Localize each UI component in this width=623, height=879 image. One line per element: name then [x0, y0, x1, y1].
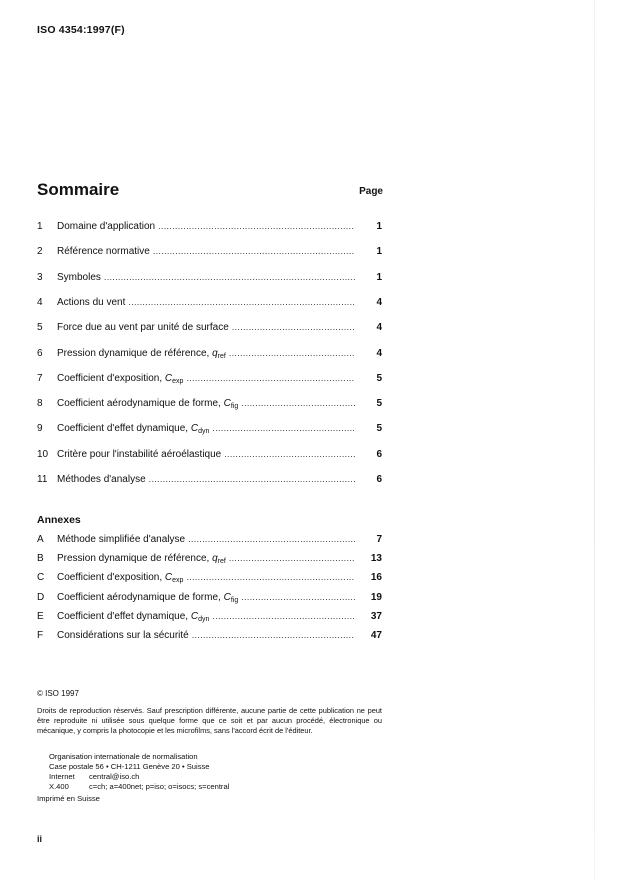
entry-title-text: Pression dynamique de référence, — [57, 347, 213, 359]
dot-leader — [241, 592, 355, 602]
entry-title — [57, 297, 125, 308]
org-name: Organisation internationale de normalisation — [49, 752, 198, 761]
entry-number: F — [37, 630, 44, 641]
entry-symbol-subscript: ref — [217, 352, 226, 360]
annexes-heading: Annexes — [37, 514, 81, 526]
entry-number: 9 — [37, 423, 43, 435]
dot-leader — [241, 398, 355, 408]
entry-number: 5 — [37, 322, 43, 334]
entry-page-number: 4 — [376, 347, 382, 359]
entry-symbol: C — [223, 591, 231, 603]
entry-symbol: C — [164, 372, 173, 384]
entry-page-number: 7 — [376, 534, 382, 545]
publisher-block — [49, 752, 229, 792]
entry-title-text: Méthodes d'analyse — [57, 474, 146, 485]
toc-entry — [37, 572, 382, 586]
entry-symbol: C — [190, 423, 199, 435]
entry-symbol-subscript: dyn — [198, 428, 210, 436]
entry-page-number: 37 — [370, 610, 382, 622]
toc-entry — [37, 611, 382, 625]
scan-edge — [594, 0, 595, 879]
entry-page-number: 6 — [376, 448, 382, 460]
entry-number: 10 — [37, 448, 49, 460]
entry-title — [57, 246, 150, 257]
entry-title-text: Pression dynamique de référence, — [57, 553, 213, 565]
entry-title — [57, 630, 189, 641]
entry-title-text: Critère pour l'instabilité aéroélastique — [57, 448, 222, 460]
dot-leader — [229, 348, 355, 358]
entry-number: 2 — [37, 246, 43, 258]
toc-entry — [37, 474, 382, 488]
dot-leader — [186, 572, 355, 582]
entry-number: E — [37, 610, 44, 622]
dot-leader — [188, 534, 355, 544]
entry-page-number: 4 — [376, 322, 382, 334]
toc-entry — [37, 534, 382, 548]
toc-entry — [37, 348, 382, 362]
entry-title — [57, 348, 226, 360]
entry-symbol-subscript: fig — [230, 403, 239, 411]
entry-title-text: Coefficient aérodynamique de forme, — [57, 398, 224, 410]
entry-symbol: q — [212, 553, 218, 565]
dot-leader — [212, 423, 355, 433]
entry-page-number: 16 — [370, 572, 382, 584]
entry-page-number: 19 — [370, 591, 382, 603]
dot-leader — [149, 474, 355, 484]
toc-entry — [37, 246, 382, 260]
entry-title-text: Méthode simplifiée d'analyse — [57, 534, 186, 545]
entry-page-number: 6 — [376, 474, 382, 485]
toc-title: Sommaire — [37, 180, 120, 199]
entry-title — [57, 272, 101, 283]
entry-page-number: 1 — [376, 246, 382, 258]
toc-entry — [37, 221, 382, 235]
toc-entry — [37, 592, 382, 606]
entry-number: 6 — [37, 347, 43, 359]
entry-title — [57, 611, 209, 623]
dot-leader — [186, 373, 355, 383]
dot-leader — [224, 449, 355, 459]
entry-title — [57, 449, 221, 460]
printed-in: Imprimé en Suisse — [37, 794, 100, 803]
entry-title-text: Coefficient d'exposition, — [57, 572, 165, 584]
dot-leader — [153, 246, 355, 256]
entry-title — [57, 572, 183, 584]
page-column-heading: Page — [359, 186, 383, 197]
entry-page-number: 5 — [376, 398, 382, 410]
entry-title-text: Référence normative — [57, 246, 150, 258]
entry-symbol: C — [190, 610, 199, 622]
entry-title — [57, 221, 155, 232]
entry-title — [57, 592, 238, 604]
x400-value: c=ch; a=400net; p=iso; o=isocs; s=central — [89, 782, 230, 791]
entry-symbol-subscript: exp — [172, 577, 184, 585]
entry-symbol: C — [223, 398, 231, 410]
entry-title-text: Coefficient d'exposition, — [57, 372, 165, 384]
entry-number: 3 — [37, 271, 43, 283]
entry-number: D — [37, 591, 45, 603]
entry-symbol-subscript: exp — [172, 377, 184, 385]
dot-leader — [232, 322, 355, 332]
org-address: Case postale 56 • CH-1211 Genève 20 • Suisse — [49, 762, 210, 771]
entry-title-text: Force due au vent par unité de surface — [57, 322, 229, 334]
org-x400 — [49, 782, 229, 792]
entry-title — [57, 534, 185, 545]
entry-title-text: Domaine d'application — [57, 221, 156, 232]
entry-title-text: Considérations sur la sécurité — [57, 630, 189, 641]
entry-title — [57, 322, 229, 333]
entry-page-number: 5 — [376, 423, 382, 435]
internet-label: Internet — [49, 772, 75, 781]
toc-entry — [37, 398, 382, 412]
copyright-notice: Droits de reproduction réservés. Sauf prescription différente, aucune partie de cette publication ne peut être reproduite ni utilisée sous quelque forme que ce soit et par aucun procédé, électronique ou mécanique, y compris la photocopie et les microfilms, sans l'accord écrit de l'éditeur. — [37, 706, 382, 735]
entry-page-number: 47 — [370, 630, 382, 641]
dot-leader — [128, 297, 355, 307]
entry-title-text: Coefficient d'effet dynamique, — [57, 423, 191, 435]
entry-number: 1 — [37, 221, 43, 232]
entry-title — [57, 373, 183, 385]
entry-number: C — [37, 572, 45, 584]
entry-title — [57, 423, 209, 435]
entry-number: A — [37, 534, 44, 545]
dot-leader — [212, 611, 355, 621]
entry-symbol-subscript: dyn — [198, 615, 210, 623]
entry-title — [57, 553, 226, 565]
dot-leader — [229, 553, 355, 563]
entry-number: B — [37, 553, 44, 565]
entry-number: 7 — [37, 372, 43, 384]
x400-label: X.400 — [49, 782, 69, 791]
entry-title — [57, 398, 238, 410]
toc-entry — [37, 373, 382, 387]
toc-entry — [37, 630, 382, 644]
entry-page-number: 4 — [376, 296, 382, 308]
entry-title — [57, 474, 146, 485]
toc-entry — [37, 297, 382, 311]
entry-title-text: Actions du vent — [57, 296, 126, 308]
toc-entry — [37, 272, 382, 286]
entry-symbol-subscript: ref — [217, 558, 226, 566]
toc-entry — [37, 553, 382, 567]
entry-number: 8 — [37, 398, 43, 410]
page-folio: ii — [37, 834, 43, 844]
dot-leader — [158, 221, 355, 231]
dot-leader — [104, 272, 355, 282]
entry-page-number: 5 — [376, 372, 382, 384]
dot-leader — [192, 630, 355, 640]
entry-page-number: 1 — [376, 221, 382, 232]
entry-number: 4 — [37, 296, 43, 308]
entry-title-text: Coefficient aérodynamique de forme, — [57, 591, 224, 603]
entry-symbol-subscript: fig — [230, 596, 239, 604]
entry-title-text: Symboles — [57, 271, 101, 283]
entry-symbol: q — [212, 347, 218, 359]
internet-value: central@iso.ch — [89, 772, 140, 781]
toc-entry — [37, 423, 382, 437]
entry-symbol: C — [164, 572, 173, 584]
entry-page-number: 1 — [376, 271, 382, 283]
standard-id: ISO 4354:1997(F) — [37, 24, 125, 36]
copyright-line: © ISO 1997 — [37, 689, 79, 698]
toc-entry — [37, 449, 382, 463]
org-internet — [49, 772, 229, 782]
entry-page-number: 13 — [370, 553, 382, 565]
toc-entry — [37, 322, 382, 336]
entry-title-text: Coefficient d'effet dynamique, — [57, 610, 191, 622]
entry-number: 11 — [37, 474, 48, 485]
